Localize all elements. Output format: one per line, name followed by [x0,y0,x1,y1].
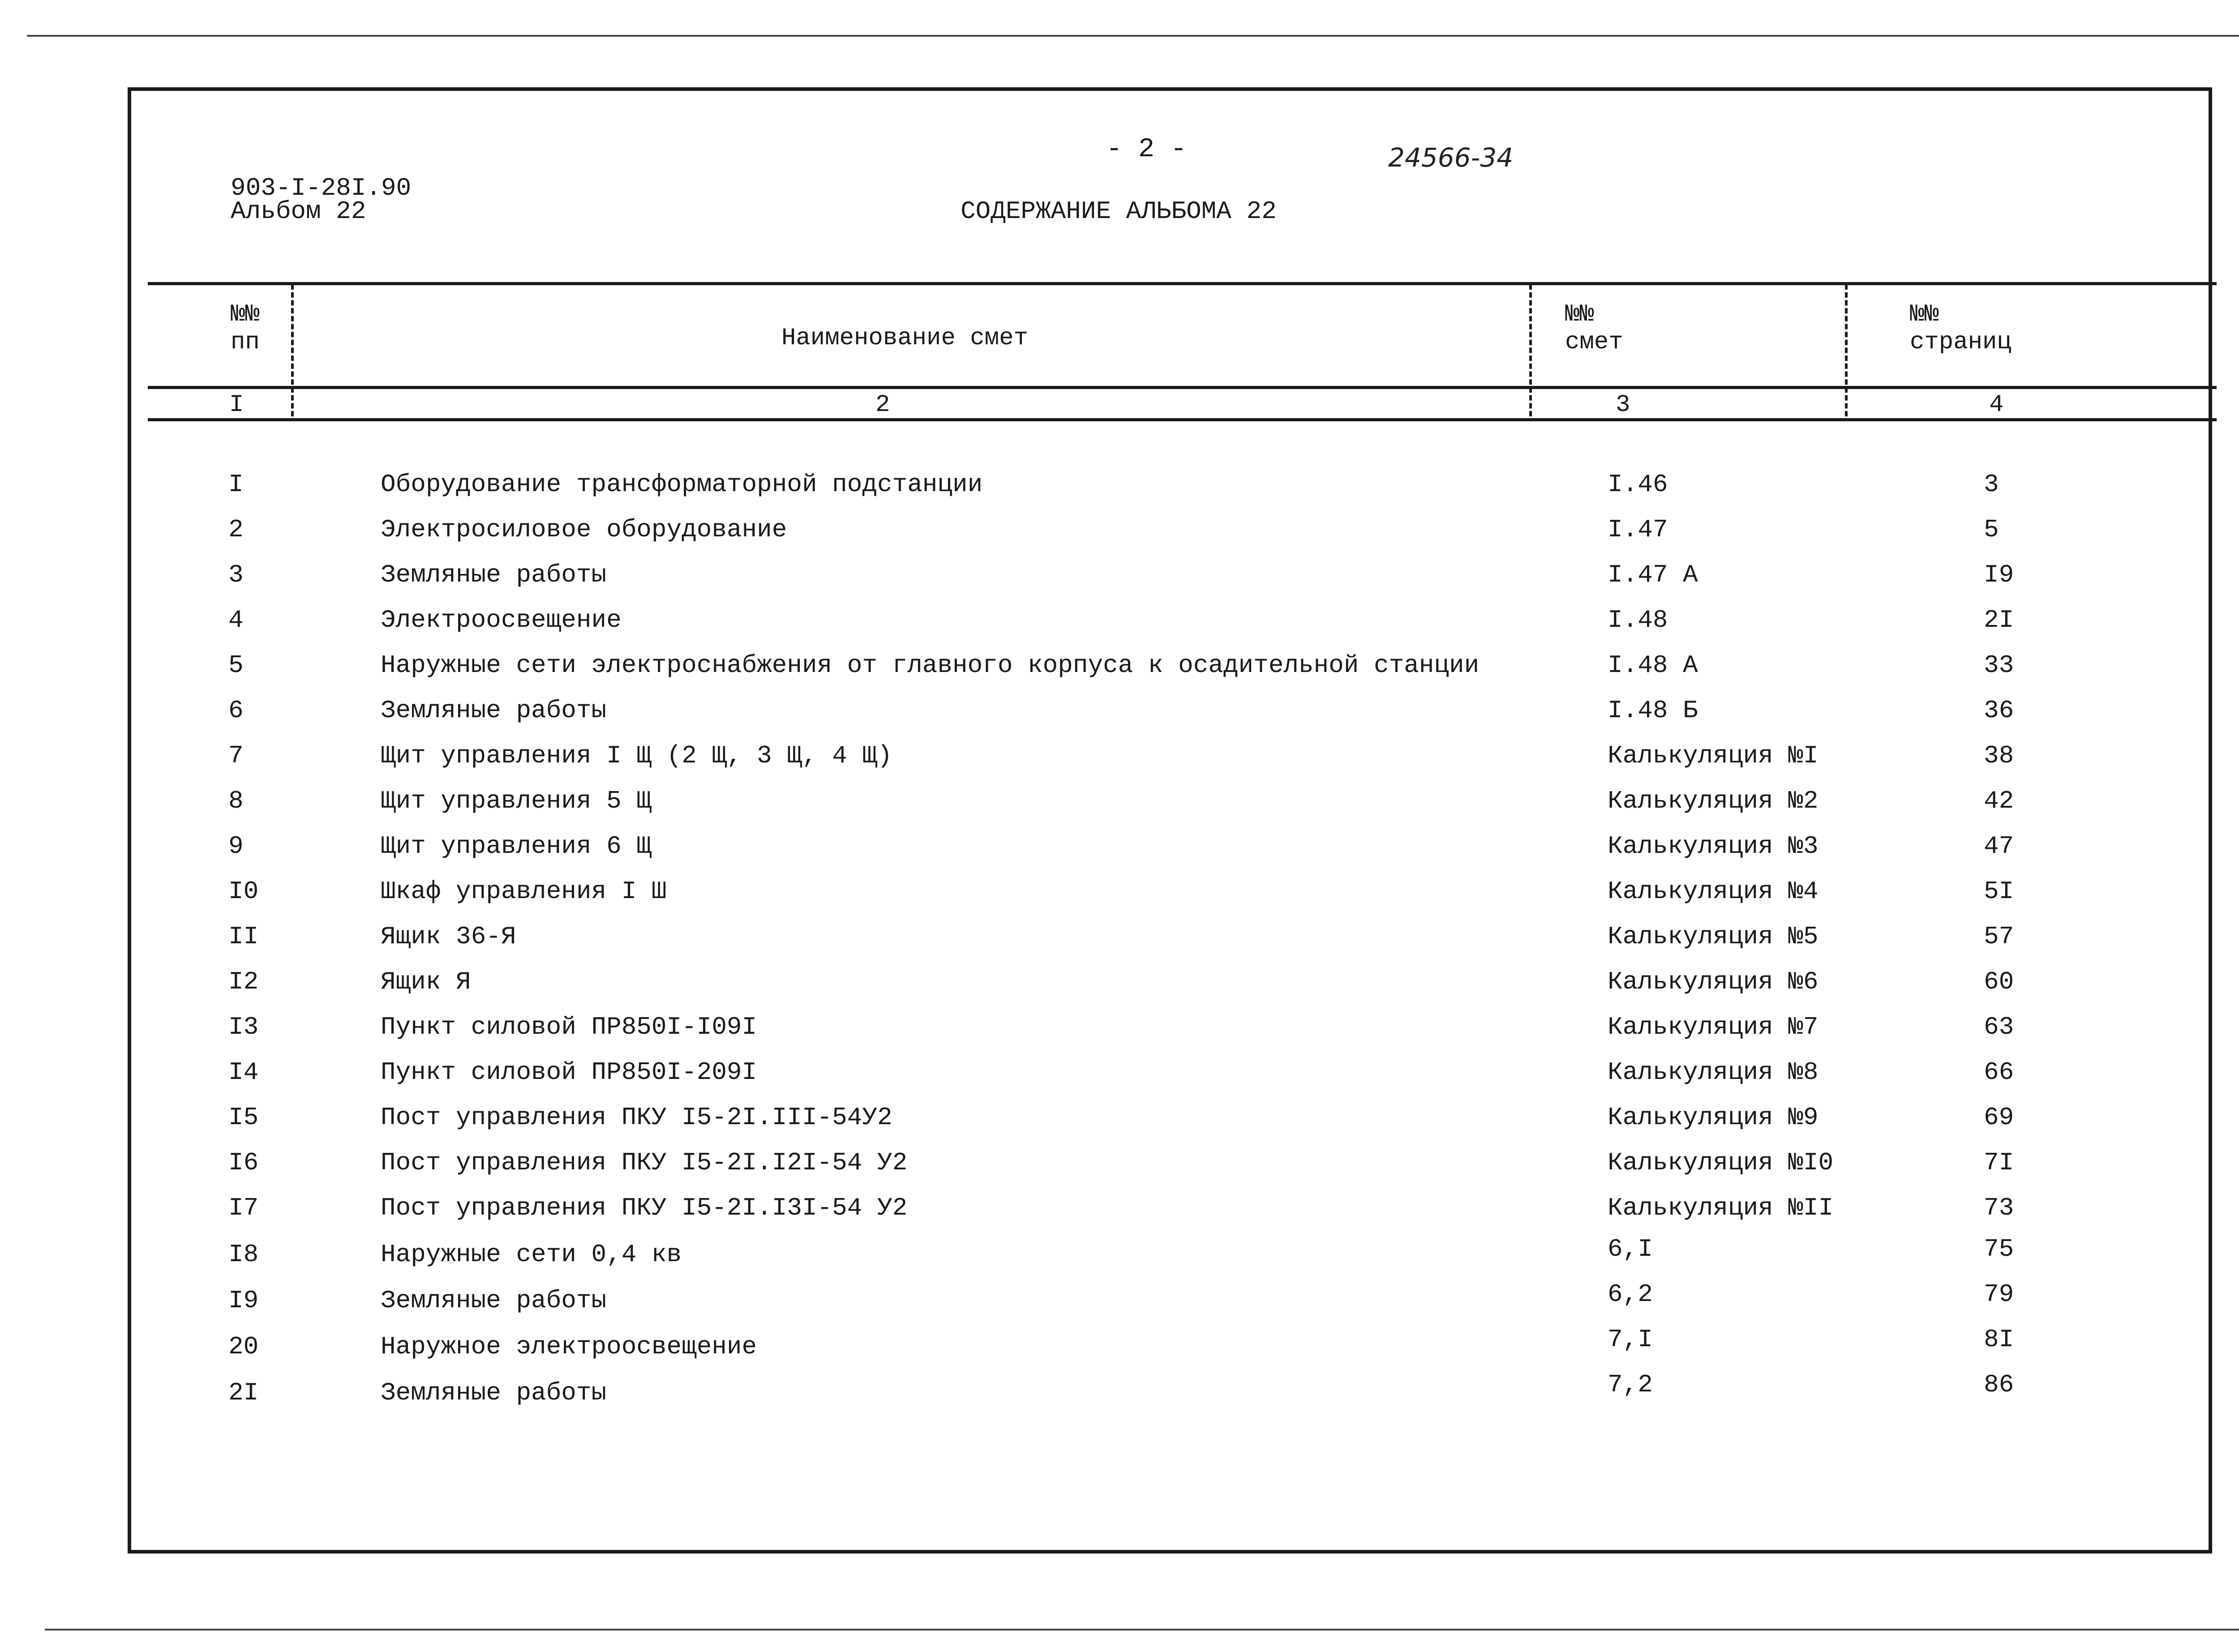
row-page: 42 [1984,787,2014,815]
colnum-3: 3 [1616,391,1630,419]
row-code: 6,I [1608,1235,1653,1263]
table-row [0,1235,2239,1285]
row-name: Наружное электроосвещение [381,1332,757,1361]
row-page: I9 [1984,561,2014,589]
table-top-rule [148,282,2217,285]
row-code: I.47 [1608,515,1668,544]
row-page: 63 [1984,1013,2014,1041]
header-col1 [231,301,260,356]
table-row [0,1370,2239,1423]
row-number: I6 [228,1148,259,1177]
scan-edge-top [27,35,2239,37]
row-name: Пункт силовой ПР850I-209I [381,1058,757,1087]
table-colnum-rule [148,418,2217,421]
header-col2: Наименование смет [781,325,1028,352]
row-page: 36 [1984,696,2014,725]
row-page: 86 [1984,1370,2014,1399]
header-col3-line2: смет [1565,329,1623,356]
header-col3-line1: №№ [1565,301,1594,328]
row-name: Оборудование трансформаторной подстанции [381,470,983,499]
row-name: Пост управления ПКУ I5-2I.I3I-54 У2 [381,1194,908,1222]
table-header-rule [148,386,2217,389]
table-row [0,606,2239,651]
row-code: 7,I [1608,1325,1653,1354]
colnum-1: I [229,391,244,419]
row-page: 33 [1984,651,2014,680]
table-row [0,741,2239,786]
row-page: 3 [1984,470,1999,499]
row-number: I7 [228,1194,259,1222]
row-number: 4 [228,606,244,634]
row-name: Ящик 36-Я [381,922,516,951]
colnum-4: 4 [1989,391,2004,419]
row-number: II [228,922,259,951]
header-col4-line1: №№ [1910,301,1939,328]
row-page: 38 [1984,741,2014,770]
col-separator-2 [1529,284,1532,416]
row-number: 2 [228,515,244,544]
row-number: 20 [228,1332,259,1361]
row-page: 47 [1984,832,2014,860]
row-name: Пост управления ПКУ I5-2I.I2I-54 У2 [381,1148,908,1177]
table-row [0,832,2239,877]
row-page: 69 [1984,1103,2014,1132]
row-name: Электроосвещение [381,606,622,634]
col-separator-3 [1845,284,1848,416]
row-code: I.46 [1608,470,1668,499]
table-row [0,1325,2239,1377]
row-code: Калькуляция №6 [1608,967,1819,996]
row-number: I [228,470,244,499]
row-name: Электросиловое оборудование [381,515,787,544]
table-row [0,967,2239,1012]
row-code: 6,2 [1608,1280,1653,1309]
table-row [0,1194,2239,1238]
row-name: Земляные работы [381,561,607,589]
row-code: I.48 [1608,606,1668,634]
row-code: Калькуляция №7 [1608,1013,1819,1041]
header-col4 [1910,301,2012,356]
header-col1-line1: №№ [231,301,260,328]
row-page: 73 [1984,1194,2014,1222]
row-code: I.47 А [1608,561,1698,589]
header-col3 [1565,301,1623,356]
row-code: Калькуляция №I [1608,741,1819,770]
row-name: Ящик Я [381,967,471,996]
row-page: 79 [1984,1280,2014,1309]
table-row [0,696,2239,741]
row-number: 2I [228,1378,259,1407]
row-number: 5 [228,651,244,680]
table-row [0,787,2239,831]
row-code: I.48 Б [1608,696,1698,725]
row-page: 60 [1984,967,2014,996]
table-row [0,515,2239,560]
table-row [0,1148,2239,1193]
row-number: 3 [228,561,244,589]
row-code: Калькуляция №5 [1608,922,1819,951]
row-page: 5 [1984,515,1999,544]
row-code: Калькуляция №8 [1608,1058,1819,1087]
table-row [0,1013,2239,1057]
table-row [0,922,2239,967]
row-name: Щит управления I Щ (2 Щ, 3 Щ, 4 Щ) [381,741,892,770]
col-separator-1 [291,284,294,416]
table-row [0,1058,2239,1103]
row-number: I9 [228,1286,259,1315]
row-page: 5I [1984,877,2014,906]
album-label: Альбом 22 [231,197,366,226]
row-number: I8 [228,1240,259,1269]
row-code: Калькуляция №3 [1608,832,1819,860]
row-code: Калькуляция №9 [1608,1103,1819,1132]
row-page: 75 [1984,1235,2014,1263]
row-number: I4 [228,1058,259,1087]
table-row [0,561,2239,605]
row-name: Земляные работы [381,1286,607,1315]
row-number: 6 [228,696,244,725]
row-code: Калькуляция №II [1608,1194,1834,1222]
page-title: СОДЕРЖАНИЕ АЛЬБОМА 22 [961,197,1277,226]
table-row [0,470,2239,515]
row-number: 7 [228,741,244,770]
row-name: Шкаф управления I Ш [381,877,667,906]
row-code: Калькуляция №2 [1608,787,1819,815]
header-col4-line2: страниц [1910,329,2012,356]
row-name: Пункт силовой ПР850I-I09I [381,1013,757,1041]
row-name: Земляные работы [381,696,607,725]
row-code: Калькуляция №4 [1608,877,1819,906]
row-name: Земляные работы [381,1378,607,1407]
row-code: Калькуляция №I0 [1608,1148,1834,1177]
row-page: 8I [1984,1325,2014,1354]
row-number: 8 [228,787,244,815]
colnum-2: 2 [875,391,890,419]
table-row [0,1280,2239,1331]
row-page: 66 [1984,1058,2014,1087]
row-name: Щит управления 6 Щ [381,832,652,860]
row-number: I5 [228,1103,259,1132]
row-number: I2 [228,967,259,996]
row-code: 7,2 [1608,1370,1653,1399]
handwritten-number: 24566-34 [1388,142,1514,173]
row-name: Пост управления ПКУ I5-2I.III-54У2 [381,1103,892,1132]
table-row [0,651,2239,696]
table-row [0,877,2239,922]
row-name: Наружные сети электроснабжения от главного корпуса к осадительной станции [381,651,1480,680]
row-name: Наружные сети 0,4 кв [381,1240,682,1269]
row-page: 57 [1984,922,2014,951]
table-row [0,1103,2239,1148]
row-page: 2I [1984,606,2014,634]
page-marker: - 2 - [1106,134,1187,165]
header-col1-line2: пп [231,329,260,356]
scan-edge-bottom [45,1629,2239,1631]
row-code: I.48 А [1608,651,1698,680]
doc-code: 903-I-28I.90 [231,174,412,202]
row-number: I0 [228,877,259,906]
row-name: Щит управления 5 Щ [381,787,652,815]
row-page: 7I [1984,1148,2014,1177]
row-number: I3 [228,1013,259,1041]
row-number: 9 [228,832,244,860]
